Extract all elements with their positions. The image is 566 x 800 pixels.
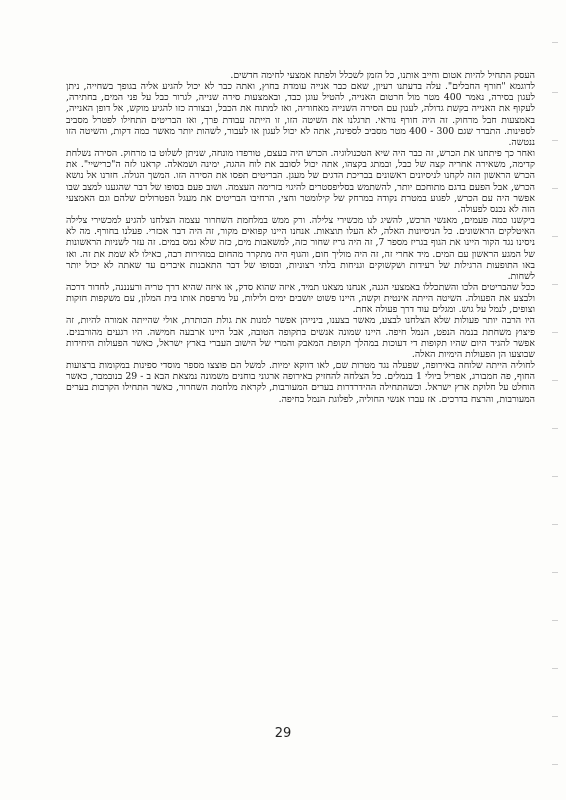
paragraph-6: היו הרבה יותר פעולות שלא הצלחנו לבצע, מאשר בצענו, בינייהן אפשר למנות את גולת הכותרת, אולי שהייתה אמורה להיות, זה פיצוץ משחתת בנמה הנפט, הנמל חיפה. היינו שמונה אנשים בתקופה הטובה, אבל היינו ארבעה חמישה. היו רגעים מהורבנים. אפשר להגיד היום שהיו תקופות די דעוכות במהלך תקופת המאבק והמרי של הישוב העברי בארץ ישראל, כאשר הפעולות היחידות שבוצעו הן הפעולות הימיות האלה. (66, 315, 535, 360)
paragraph-5: ככל שהבריטים הלכו והשתכללו באמצעי הגנה, אנחנו מצאנו תמיד, איזה שהוא סדק, או איזה שהיא דרך טריה ורענננה, לחדור דרכה ולבצע את הפעולה. השיטה הייתה אינטית וקשה, היינו פשוט יושבים ימים ולילות, על מרפסת אותו בית המלון, עם משקפות חזקות וצופים, לנמל על גוש. ומגלים עוד דרך פעולה אחת. (66, 281, 535, 316)
body-text (66, 70, 535, 405)
paragraph-1: העסק התחיל להיות אטום וחייב אותנו, כל הזמן לשכלל ולפתח אמצעי לחימה חדשים. (230, 70, 535, 81)
paragraph-7: לחוליה הייתה שלוחה באירופה, שפעלה נגד מטרות שם, לאו דווקא ימיות. למשל הם פוצצו מספר מוסדי ספינות במקומות ברצועות החוף, פה חמבורג, אפריל ביולי 1 בנמלים. כל הצלחה להחזיק באירופה ארגוני בוחנים משמונה נמצאת הבא ב - 29 בנובמבר, כאשר הוחלט על חלוקת ארץ ישראל. וכשהתחילה ההידרדרות בערים המעורבות, לקראת מלחמת השחרור, כאשר התחילו הקרבות בערים המעורבות, והרצח בדרכים. אז עברו אנשי החוליה, לפלוגת הנמל בחיפה. (66, 360, 536, 405)
paragraph-2: לדוגמא "חורף החבלים". עלה בדעתנו רעיון, שאם כבר אנייה עומדת בחוץ, ואתה כבר לא יכול להגיע אליה בגופך בשחייה, ניתן לעגון בסירה, נאמר 400 מטר מול חרטום האנייה, להטיל עוגן כבד, ובאמצעות סירה שנייה, לגרור כבל על פני המים, בחתירה, לעקוף את האנייה בקשת גדולה, לעגון עם הסירה השנייה מאחוריה, ואז למתוח את הכבל, ובצורה כזו להגיע מוקש, אל דופן האנייה, באמצעות חבל מרחוק. זה היה חורף נוראי. תרגלנו את השיטה הזו, זו הייתה עבודת פרך, ואז הבריטים התחילו לפטרל מסביב לספינות. התברר שגם 300 - 400 מטר מסביב לספינה, אתה לא יכול לעגון או לעבור, לשהות יותר מאשר כמה דקות, והשיטה הזו ננטשה. (66, 81, 535, 148)
page-number: 29 (274, 726, 292, 741)
margin-tick-marks (550, 0, 558, 800)
paragraph-3: ואחר כך פיתחנו את הכרש, זה כבר היה שיא הטכנולוגיה. הכרש היה בעצם, טורפדו מונחה, שניתן לשלוט בו מרחוק. הסירה נשלחת קדימה, משאירה אחריה קצה של כבל, ובמתג בקצהו, אתה יכול לסובב את לוח ההגה, ימינה ושמאלה. קראנו לזה ה"כרישיי". את הכרש הראשון הזה לקחנו לניסיונים ראשונים בבריכת הדגים של מעגן. הבריטים תפסו את הסירה הזו. המשך הגולה. חזרנו אל נושא הכרש, אבל הפעם בדגם מתוחכם יותר, להשתמש בסליפסטרים להיגוי בזרימה העצמה. ושוב פעם בסופו של דבר שהגענו למצב שבו אפשר היה עם הכרש, לפגוע במטרת נקודה במרחק של קילומטר וחצי, הרחיבו הבריטים את מעגל הפטרולים שלהם וגם האמצעי הזה לא נכנס לפעולה. (66, 148, 535, 215)
paragraph-4: ביקשנו כמה פעמים, מאנשי הרכש, להשיג לנו מכשירי צלילה. ורק ממש במלחמת השחרור עצמה הצלחנו להגיע למכשירי צלילה האיטלקים הראשונים. כל הניסיונות האלה, לא העלו תוצאות. אנחנו היינו קפואים מקור, זה היה דבר אכזרי. פעלנו בחורף. מה לא ניסינו נגד הקור היינו את הגוף בגריז מספר 7, זה היה גריז שחור כזה, למשאבות מים, כזה שלא נמס במים. זה עזר לשניות הראשונות של המגע הראשון עם המים. מיד אחרי זה, זה היה מוליך חום, והגוף היה מתקרר מהחום במהירות רבה, כאילו לא שמת את זה. ואז באו התופעות הרגילות של רעידות ושקשוקים וגניחות בלתי רצוניות, ובסופו של דבר התאבנות איברים עד שאתה לא יכול יותר לשחות. (66, 215, 535, 282)
